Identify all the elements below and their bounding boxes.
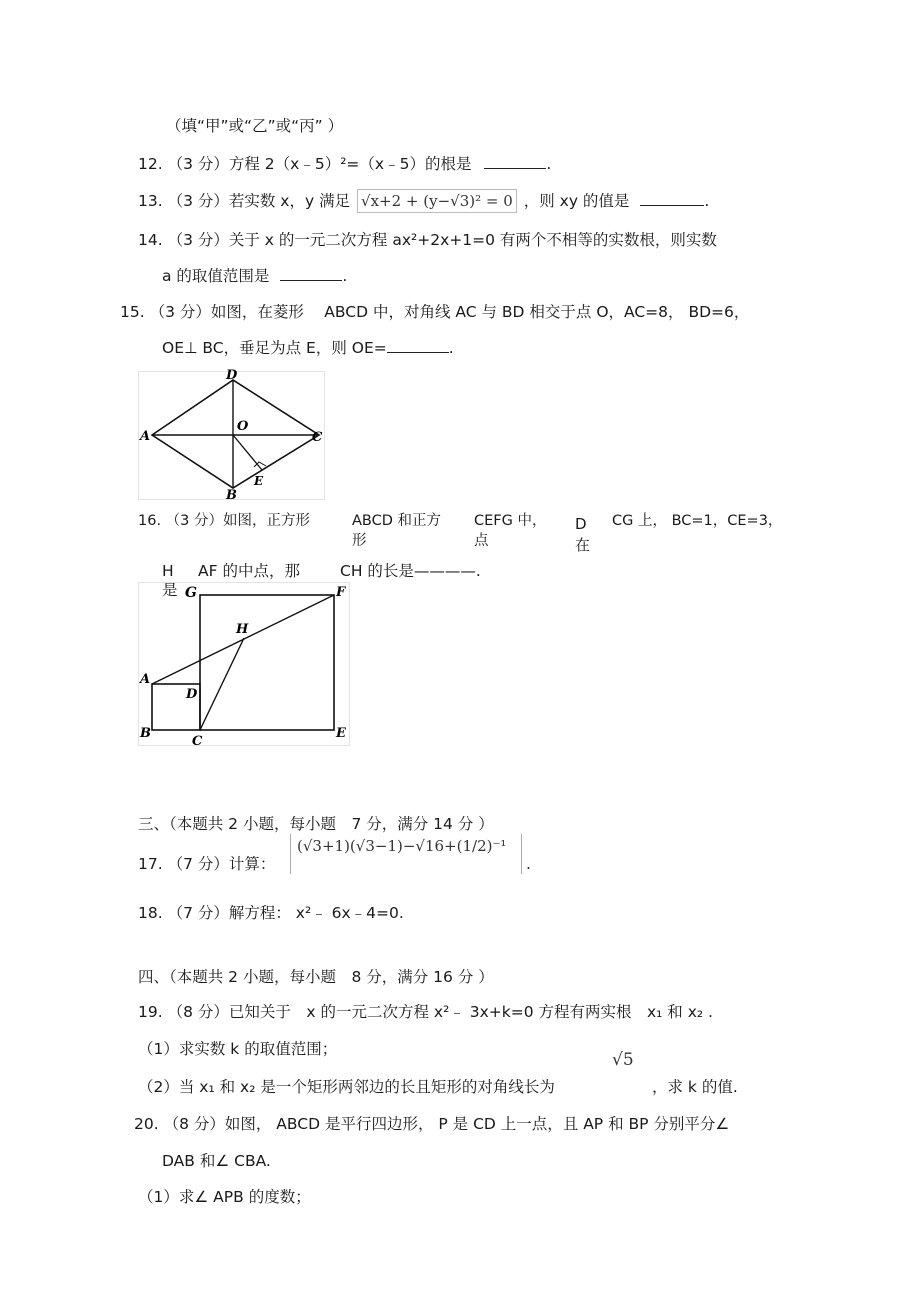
q12-number: 12. [138, 155, 163, 173]
q16-label-h: H [162, 562, 174, 580]
question-16-p1 [138, 510, 310, 532]
q12-end: . [546, 155, 552, 173]
q13-number: 13. [138, 192, 163, 210]
q16-part3a: CEFG 中， [474, 513, 547, 529]
q11-tail: （填“甲”或“乙”或“丙” ） [166, 117, 344, 135]
q16-part4a: D [575, 515, 587, 533]
q15-number: 15. [120, 303, 145, 321]
q15-line1: （3 分）如图，在菱形 ABCD 中，对角线 AC 与 BD 相交于点 O，AC=8， BD=6， [149, 303, 750, 321]
q14-number: 14. [138, 231, 163, 249]
q16-part2b: 形 [352, 533, 367, 549]
fig15-segment-oe [233, 435, 262, 470]
fig15-label-c: C [312, 430, 323, 445]
fig15-label-a: A [140, 429, 151, 444]
question-20 [134, 1113, 729, 1135]
q14-answer-blank [280, 264, 342, 281]
question-14 [138, 229, 717, 251]
q15-end: . [448, 339, 454, 357]
q16-line2-b: CH 的长是————. [340, 562, 481, 580]
question-13 [138, 189, 709, 213]
fig16-label-f: F [336, 585, 346, 600]
fig16-label-g: G [185, 585, 197, 601]
q19-sqrt5: √5 [612, 1050, 634, 1070]
fig16-square-cefg [200, 595, 334, 730]
figure-16-squares [138, 580, 353, 748]
fig15-label-e: E [254, 474, 264, 488]
question-18 [138, 902, 404, 924]
fig16-segment-ch [200, 638, 244, 730]
q15-line2-text: OE⊥ BC，垂足为点 E，则 OE= [162, 339, 387, 357]
q16-label-is: 是 [162, 581, 178, 599]
q16-part4b: 在 [575, 536, 591, 554]
q15-answer-blank [387, 336, 449, 353]
fig15-label-o: O [237, 419, 249, 434]
q19-sub1: （1）求实数 k 的取值范围； [138, 1040, 338, 1058]
q20-sub1: （1）求∠ APB 的度数； [138, 1188, 311, 1206]
q19-text: （8 分）已知关于 x 的一元二次方程 x²﹣ 3x+k=0 方程有两实根 x₁ 和 x₂ . [167, 1003, 713, 1021]
q14-end: . [342, 267, 348, 285]
q17-end: . [526, 855, 531, 873]
section-3-header: 三、（本题共 2 小题，每小题 7 分，满分 14 分 ） [138, 815, 494, 833]
q16-part2a: ABCD 和正方 [352, 513, 442, 529]
fig15-rhombus-outline [152, 380, 319, 488]
question-19 [138, 1001, 713, 1023]
fig16-label-b: B [140, 726, 151, 741]
fig16-label-h: H [236, 622, 249, 637]
fig15-label-d: D [226, 368, 238, 383]
q17-number: 17. [138, 855, 163, 873]
q19-number: 19. [138, 1003, 163, 1021]
section-4-header: 四、（本题共 2 小题，每小题 8 分，满分 16 分 ） [138, 968, 494, 986]
q13-answer-blank [640, 189, 704, 206]
figure-15-rhombus [138, 368, 328, 502]
fig16-label-e: E [336, 726, 346, 741]
question-17 [138, 853, 275, 875]
q18-number: 18. [138, 904, 163, 922]
q18-text: （7 分）解方程： x²﹣ 6x﹣4=0. [167, 904, 404, 922]
q17-text: （7 分）计算： [167, 855, 276, 873]
q13-text-b: ，则 xy 的值是 [523, 192, 630, 210]
q14-line1: （3 分）关于 x 的一元二次方程 ax²+2x+1=0 有两个不相等的实数根，则实数 [167, 231, 717, 249]
q13-text: （3 分）若实数 x，y 满足 [167, 192, 351, 210]
question-15 [120, 301, 749, 323]
q12-text: （3 分）方程 2（x﹣5）²=（x﹣5）的根是 [167, 155, 472, 173]
fig15-label-b: B [226, 488, 237, 502]
fig16-label-a: A [140, 672, 151, 687]
q12-answer-blank [484, 152, 546, 169]
q20-line2: DAB 和∠ CBA. [162, 1152, 271, 1170]
q13-formula: √x+2 + (y−√3)² = 0 [357, 189, 517, 213]
fig16-label-c: C [192, 734, 203, 748]
q16-number: 16. [138, 513, 162, 529]
q19-sub2-a: （2）当 x₁ 和 x₂ 是一个矩形两邻边的长且矩形的对角线长为 [138, 1078, 555, 1096]
q19-sub2-b: ，求 k 的值. [652, 1078, 738, 1096]
q16-part3b: 点 [474, 533, 489, 549]
q16-part1: （3 分）如图，正方形 [165, 513, 311, 529]
q20-number: 20. [134, 1115, 159, 1133]
q14-line2-text: a 的取值范围是 [162, 267, 270, 285]
q16-line2-a: AF 的中点，那 [198, 562, 300, 580]
fig16-label-d: D [186, 687, 198, 702]
question-14-line2 [162, 264, 347, 287]
question-15-line2 [162, 336, 454, 359]
fig16-frame [139, 583, 350, 746]
q16-part5: CG 上， BC=1，CE=3， [612, 513, 783, 529]
q17-formula: (√3+1)(√3−1)−√16+(1/2)⁻¹ [290, 834, 522, 874]
question-12 [138, 152, 551, 175]
q13-end: . [704, 192, 710, 210]
q20-line1: （8 分）如图， ABCD 是平行四边形， P 是 CD 上一点，且 AP 和 BP 分别平分∠ [163, 1115, 730, 1133]
